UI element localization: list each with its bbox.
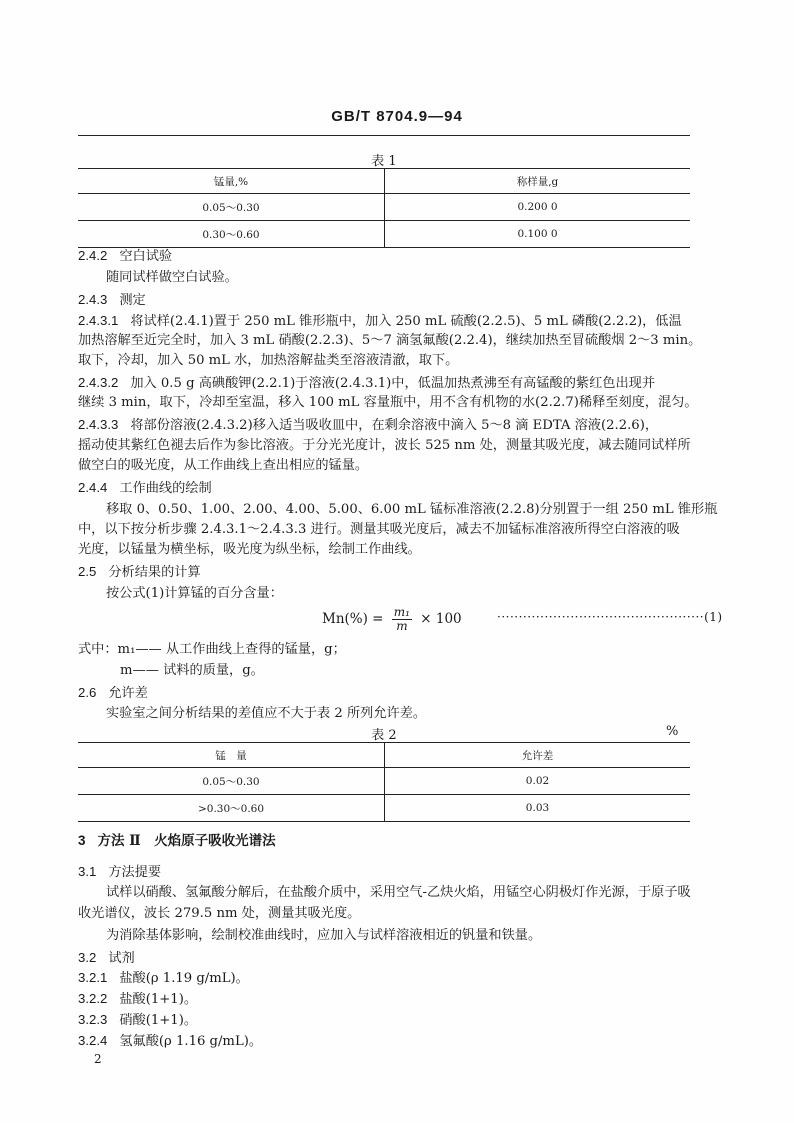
formula-numerator: m₁ bbox=[393, 605, 410, 619]
paragraph-line: 中，以下按分析步骤 2.4.3.1～2.4.3.3 进行。测量其吸光度后，减去不加锰标准溶液所得空白溶液的吸 bbox=[78, 522, 680, 537]
paragraph-line: 为消除基体影响，绘制校准曲线时，应加入与试样溶液相近的钒量和铁量。 bbox=[106, 928, 542, 943]
section-number: 3.2.1 bbox=[78, 970, 108, 985]
section-number: 3.2.3 bbox=[78, 1012, 108, 1027]
paragraph-line: 取下，冷却，加入 50 mL 水，加热溶解盐类至溶液清澈，取下。 bbox=[78, 353, 459, 368]
page-number: 2 bbox=[94, 1052, 102, 1066]
section-number: 2.4.2 bbox=[78, 248, 108, 263]
paragraph-line: 做空白的吸光度，从工作曲线上查出相应的锰量。 bbox=[78, 458, 369, 473]
paragraph-text: 加入 0.5 g 高碘酸钾(2.2.1)于溶液(2.4.3.1)中，低温加热煮沸至有高锰酸的紫红色出现并 bbox=[130, 376, 656, 391]
table-cell: 0.200 0 bbox=[385, 194, 691, 221]
table2-caption: 表 2 bbox=[371, 728, 397, 743]
chapter-heading bbox=[78, 831, 276, 851]
paragraph-line: 光度，以锰量为横坐标，吸光度为纵坐标，绘制工作曲线。 bbox=[78, 542, 421, 557]
list-item bbox=[78, 1010, 197, 1031]
paragraph-line: 实验室之间分析结果的差值应不大于表 2 所列允许差。 bbox=[106, 706, 427, 721]
table-cell: 0.100 0 bbox=[385, 221, 691, 248]
paragraph-line bbox=[78, 311, 682, 332]
paragraph-text: 将部份溶液(2.4.3.2)移入适当吸收皿中，在剩余溶液中滴入 5～8 滴 EDTA 溶液(2.2.6)， bbox=[130, 418, 659, 433]
table1 bbox=[78, 168, 690, 248]
paragraph-line: 试样以硝酸、氢氟酸分解后，在盐酸介质中，采用空气-乙炔火焰，用锰空心阴极灯作光源，于原子吸 bbox=[106, 885, 691, 900]
table-cell: >0.30～0.60 bbox=[78, 795, 385, 822]
section-title: 方法提要 bbox=[108, 865, 162, 880]
section-heading bbox=[78, 562, 201, 583]
table-row bbox=[78, 221, 690, 248]
chapter-title: 方法 Ⅱ 火焰原子吸收光谱法 bbox=[97, 833, 276, 849]
table1-header-manganese: 锰量,% bbox=[78, 169, 385, 194]
paragraph-line: 继续 3 min，取下，冷却至室温，移入 100 mL 容量瓶中，用不含有机物的水(2.2.7)稀释至刻度，混匀。 bbox=[78, 395, 698, 410]
reagent-text: 硝酸(1+1)。 bbox=[119, 1013, 198, 1028]
section-title: 空白试验 bbox=[119, 249, 173, 264]
section-number: 2.4.4 bbox=[78, 480, 108, 495]
section-number: 2.4.3.2 bbox=[78, 375, 119, 390]
paragraph-line: 随同试样做空白试验。 bbox=[106, 270, 238, 285]
formula-1 bbox=[322, 606, 462, 633]
paragraph-line bbox=[78, 373, 655, 394]
list-item bbox=[78, 968, 249, 989]
paragraph-line: 移取 0、0.50、1.00、2.00、4.00、5.00、6.00 mL 锰标准溶液(2.2.8)分别置于一组 250 mL 锥形瓶 bbox=[106, 502, 718, 517]
reagent-text: 氢氟酸(ρ 1.16 g/mL)。 bbox=[119, 1034, 263, 1049]
section-heading bbox=[78, 948, 135, 969]
list-item bbox=[78, 1031, 262, 1052]
section-number: 2.5 bbox=[78, 564, 97, 579]
table-cell: 0.05～0.30 bbox=[78, 768, 385, 795]
paragraph-line: 摇动使其紫红色褪去后作为参比溶液。于分光光度计，波长 525 nm 处，测量其吸光度，减去随同试样所 bbox=[78, 438, 691, 453]
section-number: 3.2 bbox=[78, 950, 97, 965]
list-item bbox=[78, 989, 197, 1010]
table1-header-sample-mass: 称样量,g bbox=[385, 169, 691, 194]
section-heading bbox=[78, 478, 212, 499]
reagent-text: 盐酸(1+1)。 bbox=[119, 992, 198, 1007]
formula-fraction bbox=[392, 606, 412, 633]
section-heading bbox=[78, 862, 161, 883]
section-title: 工作曲线的绘制 bbox=[119, 481, 212, 496]
paragraph-text: 将试样(2.4.1)置于 250 mL 锥形瓶中，加入 250 mL 硫酸(2.2.5)、5 mL 磷酸(2.2.2)，低温 bbox=[130, 314, 682, 329]
table-cell: 0.03 bbox=[385, 795, 691, 822]
paragraph-line: m—— 试料的质量，g。 bbox=[120, 663, 264, 678]
chapter-number: 3 bbox=[78, 833, 86, 848]
section-heading bbox=[78, 290, 146, 311]
formula-right: × 100 bbox=[420, 611, 462, 627]
table1-caption: 表 1 bbox=[371, 154, 397, 169]
section-number: 2.6 bbox=[78, 685, 97, 700]
leader-dots: ················································ bbox=[497, 610, 705, 624]
table2 bbox=[78, 742, 690, 822]
reagent-text: 盐酸(ρ 1.19 g/mL)。 bbox=[119, 971, 249, 986]
section-heading bbox=[78, 683, 148, 704]
paragraph-line: 按公式(1)计算锰的百分含量： bbox=[106, 586, 283, 601]
section-title: 测定 bbox=[119, 293, 146, 308]
table2-header-manganese: 锰 量 bbox=[78, 743, 385, 768]
section-number: 2.4.3.1 bbox=[78, 313, 119, 328]
table-cell: 0.02 bbox=[385, 768, 691, 795]
formula-denominator: m bbox=[396, 619, 408, 633]
section-title: 试剂 bbox=[108, 951, 135, 966]
paragraph-line: 加热溶解至近完全时，加入 3 mL 硝酸(2.2.3)、5～7 滴氢氟酸(2.2.4)，继续加热至冒硫酸烟 2～3 min。 bbox=[78, 333, 702, 348]
table-row bbox=[78, 768, 690, 795]
paragraph-line: 收光谱仪，波长 279.5 nm 处，测量其吸光度。 bbox=[78, 906, 361, 921]
standard-header: GB/T 8704.9—94 bbox=[331, 108, 463, 125]
table-row bbox=[78, 194, 690, 221]
table-cell: 0.05～0.30 bbox=[78, 194, 385, 221]
section-number: 3.1 bbox=[78, 864, 97, 879]
paragraph-line: 式中：m₁—— 从工作曲线上查得的锰量，g； bbox=[78, 642, 346, 657]
table2-unit: % bbox=[666, 724, 679, 739]
equation-leader bbox=[497, 610, 723, 624]
table-row bbox=[78, 795, 690, 822]
formula-left: Mn(%) = bbox=[322, 611, 384, 627]
section-number: 3.2.2 bbox=[78, 991, 108, 1006]
section-number: 2.4.3.3 bbox=[78, 417, 119, 432]
section-title: 允许差 bbox=[108, 686, 148, 701]
table2-header-tolerance: 允许差 bbox=[385, 743, 691, 768]
header-rule bbox=[78, 135, 690, 136]
paragraph-line bbox=[78, 415, 658, 436]
section-title: 分析结果的计算 bbox=[108, 565, 201, 580]
section-heading bbox=[78, 246, 172, 267]
section-number: 3.2.4 bbox=[78, 1033, 108, 1048]
equation-number: (1) bbox=[704, 610, 723, 624]
section-number: 2.4.3 bbox=[78, 292, 108, 307]
table-cell: 0.30～0.60 bbox=[78, 221, 385, 248]
